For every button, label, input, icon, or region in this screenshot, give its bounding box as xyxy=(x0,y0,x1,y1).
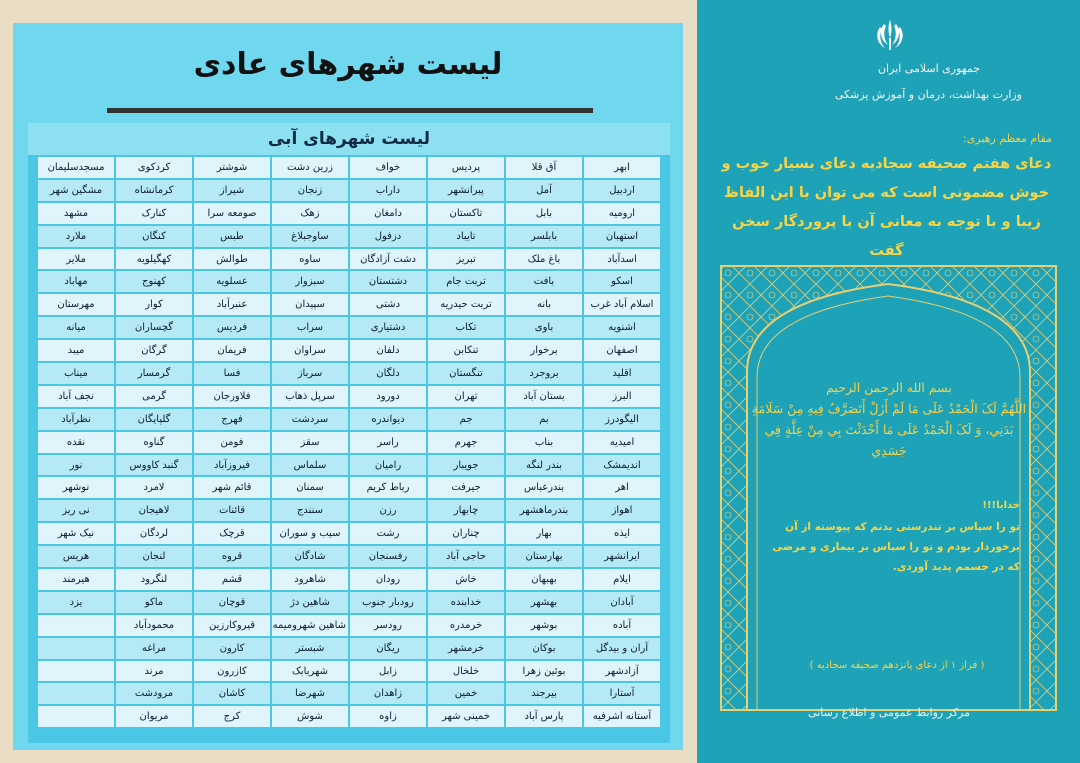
city-cell: آستارا xyxy=(584,683,660,704)
city-cell: آران و بیدگل xyxy=(584,638,660,659)
city-cell: دلفان xyxy=(350,340,426,361)
city-cell: سردشت xyxy=(272,409,348,430)
city-cell: سراوان xyxy=(272,340,348,361)
city-cell: تبریز xyxy=(428,249,504,270)
city-cell: کنگان xyxy=(116,226,192,247)
city-cell: جیرفت xyxy=(428,477,504,498)
city-cell: فومن xyxy=(194,432,270,453)
city-cell: کرج xyxy=(194,706,270,727)
title-underline xyxy=(107,108,593,113)
city-cell xyxy=(38,661,114,682)
city-cell: اشنویه xyxy=(584,317,660,338)
city-cell: پیرانشهر xyxy=(428,180,504,201)
city-cell: بهشهر xyxy=(506,592,582,613)
city-cell: زابل xyxy=(350,661,426,682)
city-cell: گرمی xyxy=(116,386,192,407)
city-cell: گلپایگان xyxy=(116,409,192,430)
city-cell: ریگان xyxy=(350,638,426,659)
city-cell: باوی xyxy=(506,317,582,338)
city-cell: کوار xyxy=(116,294,192,315)
city-cell: بم xyxy=(506,409,582,430)
city-cell: بندرماهشهر xyxy=(506,500,582,521)
government-name: جمهوری اسلامی ایران xyxy=(877,62,980,75)
city-cell: فلاورجان xyxy=(194,386,270,407)
prayer-source: ( فراز ۱ از دعای پانزدهم صحیفه سجادیه ) xyxy=(809,660,985,671)
city-cell: مراغه xyxy=(116,638,192,659)
city-cell: ایلام xyxy=(584,569,660,590)
city-cell: اهواز xyxy=(584,500,660,521)
table-row xyxy=(38,432,660,453)
city-cell: تهران xyxy=(428,386,504,407)
city-cell: شوشتر xyxy=(194,157,270,178)
table-row xyxy=(38,157,660,178)
city-cell: آق قلا xyxy=(506,157,582,178)
city-cell: برخوار xyxy=(506,340,582,361)
footer-signature: مرکز روابط عمومی و اطلاع رسانی xyxy=(808,706,970,719)
city-cell: زنجان xyxy=(272,180,348,201)
city-cell: خمینی شهر xyxy=(428,706,504,727)
city-cell: مشهد xyxy=(38,203,114,224)
city-cell: رودبار جنوب xyxy=(350,592,426,613)
city-cell: داراب xyxy=(350,180,426,201)
city-cell: لنگرود xyxy=(116,569,192,590)
city-cell: مشگین شهر xyxy=(38,180,114,201)
city-cell: نوشهر xyxy=(38,477,114,498)
city-cell: خواف xyxy=(350,157,426,178)
city-cell: شبستر xyxy=(272,638,348,659)
city-cell: دشتستان xyxy=(350,271,426,292)
city-cell: هیرمند xyxy=(38,569,114,590)
bismillah: بسم الله الرحمن الرحیم xyxy=(826,380,952,395)
city-cell: اهر xyxy=(584,477,660,498)
table-row xyxy=(38,546,660,567)
city-cell: اقلید xyxy=(584,363,660,384)
city-cell: اسلام آباد غرب xyxy=(584,294,660,315)
city-cell: بافت xyxy=(506,271,582,292)
city-cell: خلخال xyxy=(428,661,504,682)
table-row xyxy=(38,706,660,727)
city-cell: کرمانشاه xyxy=(116,180,192,201)
table-row xyxy=(38,409,660,430)
city-cell: پارس آباد xyxy=(506,706,582,727)
table-row xyxy=(38,340,660,361)
city-cell: قائنات xyxy=(194,500,270,521)
city-cell: دلگان xyxy=(350,363,426,384)
city-cell: شاهرود xyxy=(272,569,348,590)
city-cell: رزن xyxy=(350,500,426,521)
city-cell: تنگستان xyxy=(428,363,504,384)
city-cell: نیک شهر xyxy=(38,523,114,544)
prayer-text: اللَّهُمَّ لَکَ الْحَمْدُ عَلَى مَا لَمْ أَزَلْ أَتَصَرَّفُ فِيهِ مِنْ سَلَامَةِ بَدَنِي، وَ لَکَ الْحَمْدُ عَلَى مَا أَحْدَثْتَ بِي مِنْ عِلَّةٍ فِي جَسَدِي xyxy=(751,401,1027,458)
city-cell: ایرانشهر xyxy=(584,546,660,567)
city-cell: آمل xyxy=(506,180,582,201)
city-cell: استهبان xyxy=(584,226,660,247)
city-cell: کردکوی xyxy=(116,157,192,178)
city-cell: چناران xyxy=(428,523,504,544)
city-cell: دامغان xyxy=(350,203,426,224)
city-cell: آستانه اشرفیه xyxy=(584,706,660,727)
city-cell: خرمدره xyxy=(428,615,504,636)
city-cell: لنجان xyxy=(116,546,192,567)
city-cell: شادگان xyxy=(272,546,348,567)
city-cell: ابهر xyxy=(584,157,660,178)
table-row xyxy=(38,661,660,682)
table-row xyxy=(38,386,660,407)
city-cell: نجف آباد xyxy=(38,386,114,407)
city-cell: کهگیلویه xyxy=(116,249,192,270)
blue-cities-table-box xyxy=(28,123,670,743)
city-cell: دشت آزادگان xyxy=(350,249,426,270)
city-cell: جم xyxy=(428,409,504,430)
city-cell: جهرم xyxy=(428,432,504,453)
city-cell: بهبهان xyxy=(506,569,582,590)
prayer-panel xyxy=(697,0,1080,763)
city-cell: سقز xyxy=(272,432,348,453)
city-cell: لامرد xyxy=(116,477,192,498)
city-cell: البرز xyxy=(584,386,660,407)
table-row xyxy=(38,249,660,270)
ornamental-arch-frame xyxy=(717,262,1060,714)
city-cell: مریوان xyxy=(116,706,192,727)
city-cell: پردیس xyxy=(428,157,504,178)
table-row xyxy=(38,477,660,498)
city-cell: قوچان xyxy=(194,592,270,613)
city-cell: بیرجند xyxy=(506,683,582,704)
city-cell: مرودشت xyxy=(116,683,192,704)
city-cell: کازرون xyxy=(194,661,270,682)
table-row xyxy=(38,638,660,659)
city-cell: تاکستان xyxy=(428,203,504,224)
city-cell: گرگان xyxy=(116,340,192,361)
leader-quote: دعای هفتم صحیفه سجادیه دعای بسیار خوب و خوش مضمونی است که می توان با این الفاظ زیبا و با توجه به معانی آن با پروردگار سخن گفت xyxy=(721,156,1052,259)
city-cell: زاوه xyxy=(350,706,426,727)
table-row xyxy=(38,569,660,590)
city-cell: گنبد کاووس xyxy=(116,455,192,476)
city-cell: بوکان xyxy=(506,638,582,659)
city-cell: قائم شهر xyxy=(194,477,270,498)
khodaya-label: خدایا!!! xyxy=(982,500,1020,511)
city-cell: بهار xyxy=(506,523,582,544)
table-row xyxy=(38,317,660,338)
page-title: لیست شهرهای عادی xyxy=(193,47,503,82)
city-cell: آبادان xyxy=(584,592,660,613)
city-cell: تربت جام xyxy=(428,271,504,292)
city-list-card xyxy=(13,23,683,750)
city-cell: اردبیل xyxy=(584,180,660,201)
city-cell: بوئین زهرا xyxy=(506,661,582,682)
city-cell: حاجی آباد xyxy=(428,546,504,567)
city-cell: رودسر xyxy=(350,615,426,636)
city-cell xyxy=(38,638,114,659)
table-row xyxy=(38,363,660,384)
city-cell: لردگان xyxy=(116,523,192,544)
city-cell xyxy=(38,683,114,704)
table-row xyxy=(38,180,660,201)
city-cell: بروجرد xyxy=(506,363,582,384)
city-cell: لاهیجان xyxy=(116,500,192,521)
table-row xyxy=(38,294,660,315)
city-cell: گرمسار xyxy=(116,363,192,384)
city-cell: میناب xyxy=(38,363,114,384)
city-cell: خاش xyxy=(428,569,504,590)
table-row xyxy=(38,271,660,292)
city-cell: عنبرآباد xyxy=(194,294,270,315)
city-cell: فیروزآباد xyxy=(194,455,270,476)
city-cell: خرمشهر xyxy=(428,638,504,659)
city-cell: رشت xyxy=(350,523,426,544)
city-cell: صومعه سرا xyxy=(194,203,270,224)
city-cell: فسا xyxy=(194,363,270,384)
city-cell: محمودآباد xyxy=(116,615,192,636)
city-cell: آزادشهر xyxy=(584,661,660,682)
city-cell: سپیدان xyxy=(272,294,348,315)
city-cell: بابلسر xyxy=(506,226,582,247)
table-row xyxy=(38,615,660,636)
city-cell: ماکو xyxy=(116,592,192,613)
city-cell: میانه xyxy=(38,317,114,338)
city-cell: مرند xyxy=(116,661,192,682)
city-cell: سلماس xyxy=(272,455,348,476)
city-cell: بندرعباس xyxy=(506,477,582,498)
city-cell xyxy=(38,615,114,636)
city-cell: اصفهان xyxy=(584,340,660,361)
city-cell: دشتیاری xyxy=(350,317,426,338)
city-cell: بندر لنگه xyxy=(506,455,582,476)
city-cell: خمین xyxy=(428,683,504,704)
city-cell: گچساران xyxy=(116,317,192,338)
city-cell: باغ ملک xyxy=(506,249,582,270)
city-cell: ایذه xyxy=(584,523,660,544)
city-cell: بستان آباد xyxy=(506,386,582,407)
city-cell: رودان xyxy=(350,569,426,590)
city-cell: سنندج xyxy=(272,500,348,521)
city-cell: نور xyxy=(38,455,114,476)
city-cell: بابل xyxy=(506,203,582,224)
city-cell: شاهین دژ xyxy=(272,592,348,613)
city-cell: رباط کریم xyxy=(350,477,426,498)
city-cell: ساوجبلاغ xyxy=(272,226,348,247)
city-cell: مهرستان xyxy=(38,294,114,315)
city-cell: رفسنجان xyxy=(350,546,426,567)
city-cell: قشم xyxy=(194,569,270,590)
city-cell: زاهدان xyxy=(350,683,426,704)
city-cell: دشتی xyxy=(350,294,426,315)
city-cell: یزد xyxy=(38,592,114,613)
city-cell: تایباد xyxy=(428,226,504,247)
city-cell: فهرج xyxy=(194,409,270,430)
city-cell: اندیمشک xyxy=(584,455,660,476)
city-cell: کارون xyxy=(194,638,270,659)
city-cell: طبس xyxy=(194,226,270,247)
city-cell: جویبار xyxy=(428,455,504,476)
table-row xyxy=(38,455,660,476)
table-row xyxy=(38,203,660,224)
city-cell: بوشهر xyxy=(506,615,582,636)
table-row xyxy=(38,683,660,704)
city-cell: سبزوار xyxy=(272,271,348,292)
city-cell: طوالش xyxy=(194,249,270,270)
city-cell: سیب و سوران xyxy=(272,523,348,544)
city-cell: کنارک xyxy=(116,203,192,224)
city-cell: ملارد xyxy=(38,226,114,247)
ministry-name: وزارت بهداشت، درمان و آموزش پزشکی xyxy=(834,88,1022,101)
city-cell: عسلویه xyxy=(194,271,270,292)
city-cell: قرچک xyxy=(194,523,270,544)
city-cell: رامیان xyxy=(350,455,426,476)
city-cell: فردیس xyxy=(194,317,270,338)
city-cell: بانه xyxy=(506,294,582,315)
city-cell: بهارستان xyxy=(506,546,582,567)
table-row xyxy=(38,523,660,544)
leader-label: مقام معظم رهبری: xyxy=(963,132,1052,145)
city-cell: دورود xyxy=(350,386,426,407)
city-cell: امیدیه xyxy=(584,432,660,453)
city-cell: راسر xyxy=(350,432,426,453)
table-row xyxy=(38,592,660,613)
city-cell: تکاب xyxy=(428,317,504,338)
table-row xyxy=(38,226,660,247)
city-cell: سرباز xyxy=(272,363,348,384)
iran-emblem-icon xyxy=(875,18,905,52)
city-cell: سراب xyxy=(272,317,348,338)
city-cell: بناب xyxy=(506,432,582,453)
city-cell: نظرآباد xyxy=(38,409,114,430)
table-title: لیست شهرهای آبی xyxy=(28,123,670,155)
city-cell: گناوه xyxy=(116,432,192,453)
city-cell: تربت حیدریه xyxy=(428,294,504,315)
city-cell: دیواندره xyxy=(350,409,426,430)
city-cell: چابهار xyxy=(428,500,504,521)
city-cell: مسجدسلیمان xyxy=(38,157,114,178)
city-cell: قروه xyxy=(194,546,270,567)
city-cell: اسدآباد xyxy=(584,249,660,270)
city-cell: اسکو xyxy=(584,271,660,292)
city-cell: زرین دشت xyxy=(272,157,348,178)
city-cell: میبد xyxy=(38,340,114,361)
cities-table xyxy=(36,155,662,729)
city-cell: کهنوج xyxy=(116,271,192,292)
city-cell xyxy=(38,706,114,727)
city-cell: ساوه xyxy=(272,249,348,270)
city-cell: مهاباد xyxy=(38,271,114,292)
city-cell: شیراز xyxy=(194,180,270,201)
city-cell: زهک xyxy=(272,203,348,224)
city-cell: فریمان xyxy=(194,340,270,361)
city-cell: تنکابن xyxy=(428,340,504,361)
prayer-translation: تو را سپاس بر تندرستی بدنم که پیوسته از آن برخوردار بودم و تو را سپاس بر بیماری و مرضی که در جسمم پدید آوردی. xyxy=(772,521,1020,573)
city-cell: شاهین شهرومیمه xyxy=(272,615,348,636)
city-cell: سمنان xyxy=(272,477,348,498)
city-cell: خدابنده xyxy=(428,592,504,613)
city-cell: الیگودرز xyxy=(584,409,660,430)
city-cell: ملایر xyxy=(38,249,114,270)
city-cell: آباده xyxy=(584,615,660,636)
city-cell: سرپل ذهاب xyxy=(272,386,348,407)
city-cell: قیروکارزین xyxy=(194,615,270,636)
city-cell: شوش xyxy=(272,706,348,727)
city-cell: دزفول xyxy=(350,226,426,247)
city-cell: کاشان xyxy=(194,683,270,704)
city-cell: نی ریز xyxy=(38,500,114,521)
city-cell: ارومیه xyxy=(584,203,660,224)
city-cell: شهربابک xyxy=(272,661,348,682)
city-cell: شهرضا xyxy=(272,683,348,704)
prayer-arabic xyxy=(750,377,1028,461)
table-row xyxy=(38,500,660,521)
city-cell: هریس xyxy=(38,546,114,567)
city-cell: نقده xyxy=(38,432,114,453)
